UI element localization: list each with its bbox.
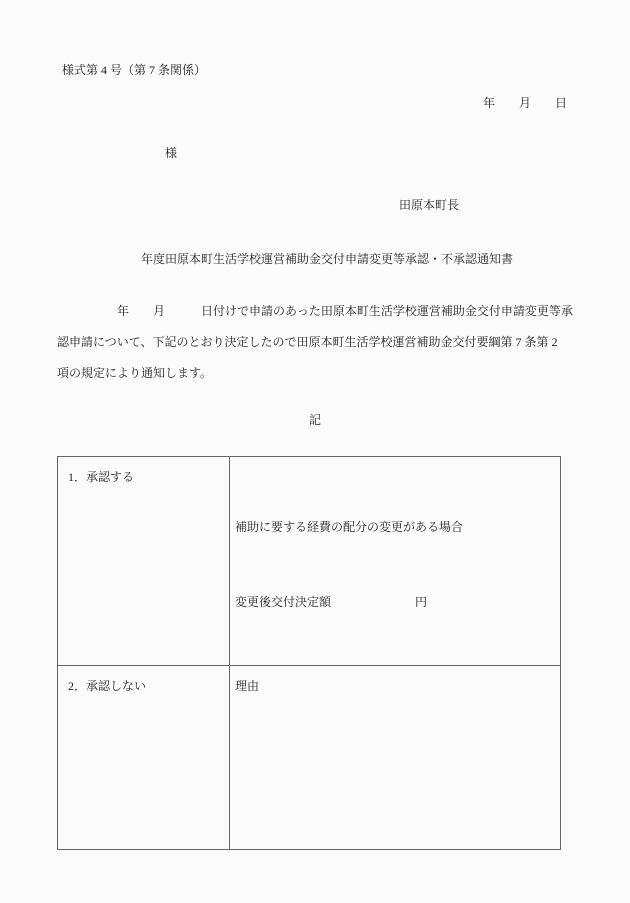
table-row-reject: [58, 666, 561, 850]
document-title: 年度田原本町生活学校運営補助金交付申請変更等承認・不承認通知書: [116, 252, 513, 266]
decision-table: [57, 456, 561, 850]
reject-reason-cell: 理由: [230, 666, 561, 850]
body-paragraph: [57, 296, 573, 389]
table-row-approve: [58, 457, 561, 666]
body-line-3: 項の規定により通知します。: [57, 366, 213, 380]
record-marker: 記: [308, 413, 321, 427]
reject-label-cell: 2．承認しない: [58, 666, 230, 850]
body-line-2: 認申請について、下記のとおり決定したので田原本町生活学校運営補助金交付要綱第 7 条第 2: [57, 335, 558, 349]
approve-amount-text: 変更後交付決定額 円: [235, 595, 428, 609]
approve-content-cell: [230, 457, 561, 666]
body-line-1: 年 月 日付けで申請のあった田原本町生活学校運営補助金交付申請変更等承: [57, 304, 573, 318]
approve-label-cell: 1．承認する: [58, 457, 230, 666]
form-number: 様式第 4 号（第 7 条関係）: [62, 63, 207, 77]
approve-condition-text: 補助に要する経費の配分の変更がある場合: [235, 520, 464, 534]
sender-title: 田原本町長: [399, 198, 460, 212]
addressee-suffix: 様: [165, 146, 178, 160]
date-line: 年 月 日: [483, 96, 568, 110]
